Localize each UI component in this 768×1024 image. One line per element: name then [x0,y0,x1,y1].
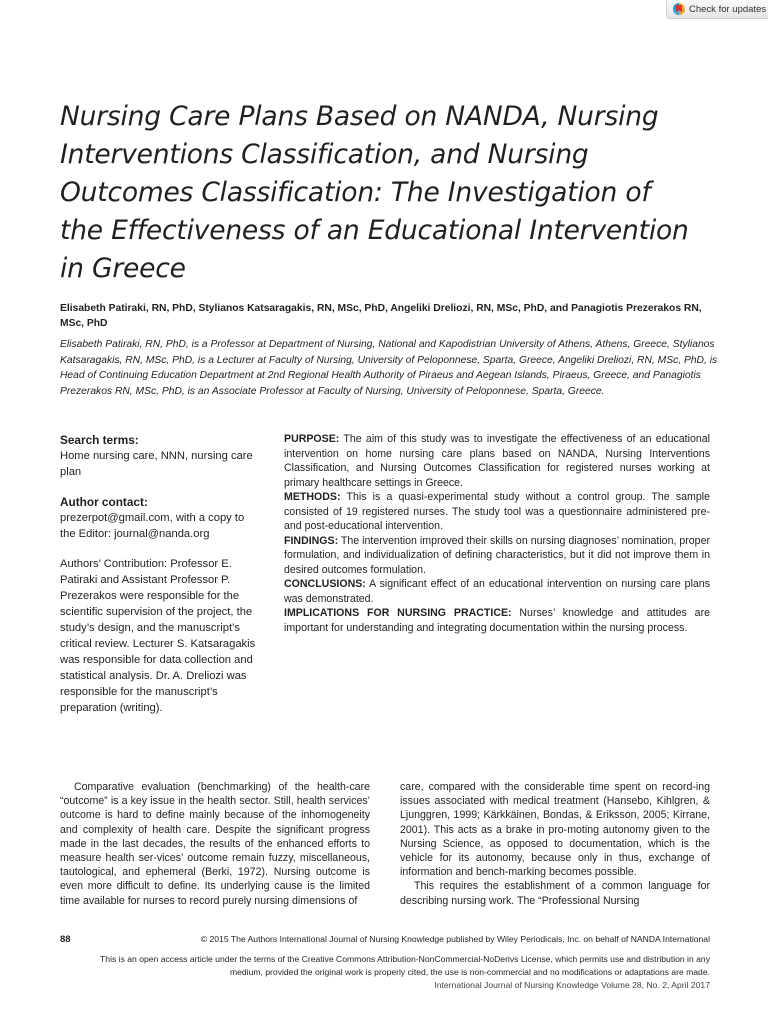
journal-citation: International Journal of Nursing Knowledge Volume 28, No. 2, April 2017 [434,980,710,990]
title-line: Outcomes Classification: The Investigation of [60,177,651,208]
title-line: in Greece [60,253,186,284]
title-line: the Effectiveness of an Educational Intervention [60,215,689,246]
author-affiliations: Elisabeth Patiraki, RN, PhD, is a Professor at Department of Nursing, National and Kapodistrian University of Athens, Athens, Greece, Stylianos Katsaragakis, RN, MSc, PhD, is a Lecturer at Faculty of Nursing, University of Peloponnese, Sparta, Greece, Angeliki Dreliozi, RN, MSc, PhD, is Head of Continuing Education Department at 2nd Regional Health Authority of Piraeus and Aegean Islands, Piraeus, Greece, and Panagiotis Prezerakos RN, MSc, PhD, is an Associate Professor at Faculty of Nursing, University of Peloponnese, Sparta, Greece. [60,339,718,397]
abstract-methods [284,490,710,534]
search-terms: Home nursing care, NNN, nursing care plan [60,450,253,478]
check-for-updates-label: Check for updates [689,3,767,15]
abstract-text: This is a quasi-experimental study without a control group. The sample consisted of 19 registered nurses. The study tool was a questionnaire administered pre- and post-educational intervention. [284,491,710,532]
abstract-text: Nurses’ knowledge and attitudes are important for understanding and integrating documentation within the nursing process. [284,607,710,634]
abstract [284,432,710,635]
article-title [60,98,720,288]
title-line: Nursing Care Plans Based on NANDA, Nursing [60,101,659,132]
abstract-label: PURPOSE: [284,433,340,445]
abstract-text: The intervention improved their skills on nursing diagnoses’ nomination, proper formulation, and individualization of defining characteristics, but it did not improve them in desired outcomes formulation. [284,534,710,576]
abstract-label: METHODS: [284,491,341,503]
license-notice: This is an open access article under the terms of the Creative Commons Attribution-NonCommercial-NoDerivs License, which permits use and distribution in any medium, provided the original work is properly cited, the use is non-commercial and no modifications or adaptations are made. [100,954,710,977]
check-for-updates-button[interactable] [666,0,768,19]
authors-contribution: Authors’ Contribution: Professor E. Patiraki and Assistant Professor P. Prezerakos were responsible for the scientific supervision of the project, the study’s design, and the manuscript’s critical review. Lecturer S. Katsaragakis was responsible for data collection and statistical analysis. Dr. A. Dreliozi was responsible for the manuscript’s preparation (writing). [60,558,256,714]
body-paragraph: Comparative evaluation (benchmarking) of the health-care “outcome” is a key issue in the health sector. Still, health services’ outcome is hard to define mainly because of the inhomogeneity and complexity of health care. Despite the significant progress made in the last decades, the results of the enhanced efforts to measure health ser-vices’ outcome remain fuzzy, miscellaneous, tautological, and ephemeral (Berki, 1972). Nursing outcome is even more difficult to define. Its underlying cause is the limited time available for nurses to record purely nursing dimensions of [60,781,370,907]
search-terms-block [60,432,260,480]
title-line: Interventions Classification, and Nursing [60,139,589,170]
sidebar [60,432,260,730]
crossmark-icon [673,3,685,15]
search-terms-heading: Search terms: [60,433,139,447]
author-contact: prezerpot@gmail.com, with a copy to the Editor: journal@nanda.org [60,512,245,540]
abstract-text: The aim of this study was to investigate the effectiveness of an educational intervention on home nursing care plans based on NANDA, Nursing Interventions Classification, and Nursing Outcomes Classification for registered nurses working at primary healthcare settings in Greece. [284,433,710,489]
body-column-right [400,780,710,908]
copyright-notice: © 2015 The Authors International Journal of Nursing Knowledge published by Wiley Periodicals, Inc. on behalf of NANDA International [200,934,710,944]
body-column-left [60,780,370,908]
author-list: Elisabeth Patiraki, RN, PhD, Stylianos Katsaragakis, RN, MSc, PhD, Angeliki Dreliozi, RN, MSc, PhD, and Panagiotis Prezerakos RN, MSc, PhD [60,303,702,329]
contribution-block [60,556,260,716]
abstract-conclusions [284,577,710,606]
abstract-purpose [284,432,710,490]
abstract-findings [284,534,710,578]
author-contact-block [60,494,260,542]
author-contact-heading: Author contact: [60,495,148,509]
abstract-label: FINDINGS: [284,534,339,547]
body-paragraph: care, compared with the considerable time spent on record-ing issues associated with medical treatment (Hansebo, Kihlgren, & Ljunggren, 1999; Kärkkäinen, Bondas, & Eriksson, 2005; Kirrane, 2001). This acts as a brake in pro-moting autonomy given to the Nursing Science, as opposed to documentation, which is the vehicle for its autonomy, because only in thus, exchange of information and bench-marking becomes possible. [400,781,710,879]
abstract-label: IMPLICATIONS FOR NURSING PRACTICE: [284,607,512,619]
body-paragraph: This requires the establishment of a common language for describing nursing work. The “Professional Nursing [400,880,710,907]
abstract-implications [284,606,710,635]
abstract-text: A significant effect of an educational intervention on nursing care plans was demonstrated. [284,578,710,605]
page-number: 88 [60,934,71,945]
abstract-label: CONCLUSIONS: [284,578,366,590]
